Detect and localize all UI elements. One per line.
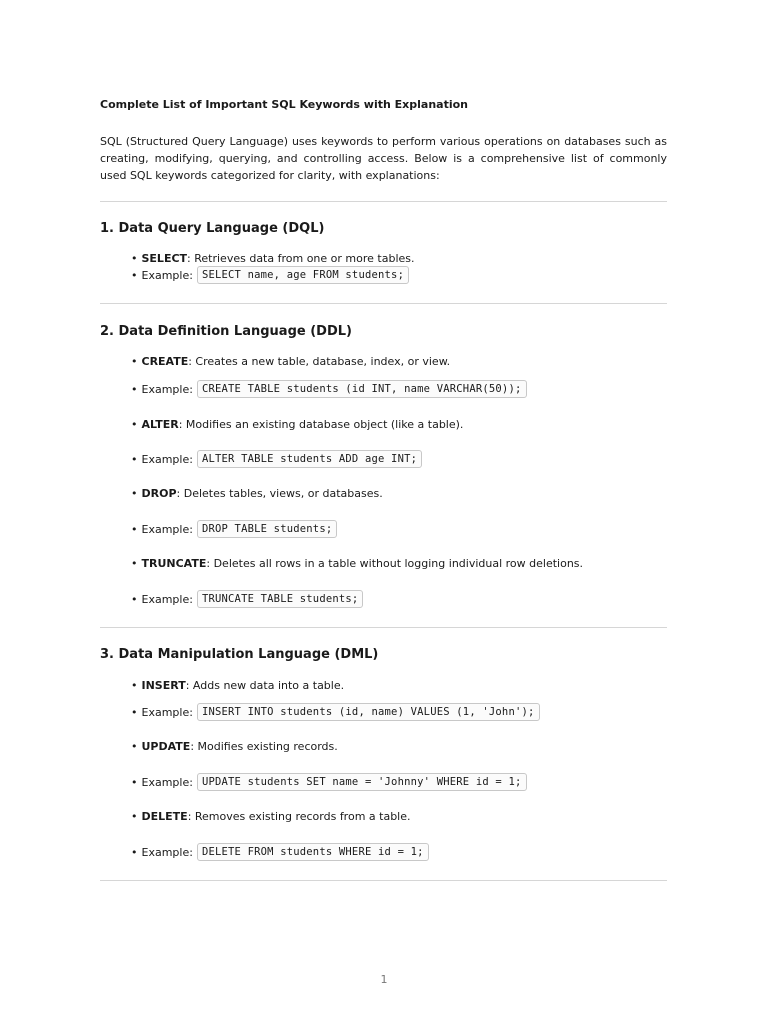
example-select bbox=[131, 266, 409, 284]
example-delete bbox=[131, 843, 429, 861]
bullet: • bbox=[131, 679, 138, 692]
keyword-name: TRUNCATE bbox=[141, 557, 207, 570]
bullet: • bbox=[131, 557, 138, 570]
code-snippet: SELECT name, age FROM students; bbox=[197, 266, 409, 284]
bullet: • bbox=[131, 810, 138, 823]
keyword-name: INSERT bbox=[141, 679, 186, 692]
keyword-item-alter bbox=[131, 418, 463, 431]
section-heading-dml: 3. Data Manipulation Language (DML) bbox=[100, 647, 379, 662]
keyword-description: : Modifies an existing database object (like a table). bbox=[178, 418, 464, 431]
example-update bbox=[131, 773, 527, 791]
example-insert bbox=[131, 703, 540, 721]
example-label: Example: bbox=[141, 522, 193, 536]
keyword-item-drop bbox=[131, 487, 383, 500]
example-label: Example: bbox=[141, 382, 193, 396]
example-label: Example: bbox=[141, 705, 193, 719]
keyword-name: DELETE bbox=[141, 810, 188, 823]
document-title: Complete List of Important SQL Keywords with Explanation bbox=[100, 98, 469, 111]
example-drop bbox=[131, 520, 337, 538]
bullet: • bbox=[131, 487, 138, 500]
keyword-description: : Modifies existing records. bbox=[190, 740, 338, 753]
example-label: Example: bbox=[141, 592, 193, 606]
keyword-item-delete bbox=[131, 810, 411, 823]
bullet: • bbox=[131, 845, 138, 859]
bullet: • bbox=[131, 522, 138, 536]
keyword-description: : Deletes all rows in a table without logging individual row deletions. bbox=[206, 557, 584, 570]
keyword-description: : Creates a new table, database, index, or view. bbox=[188, 355, 451, 368]
keyword-item-truncate bbox=[131, 557, 583, 570]
keyword-description: : Adds new data into a table. bbox=[185, 679, 345, 692]
example-label: Example: bbox=[141, 268, 193, 282]
divider bbox=[100, 627, 667, 628]
keyword-item-update bbox=[131, 740, 338, 753]
keyword-name: DROP bbox=[141, 487, 177, 500]
code-snippet: UPDATE students SET name = 'Johnny' WHERE id = 1; bbox=[197, 773, 527, 791]
bullet: • bbox=[131, 382, 138, 396]
keyword-name: ALTER bbox=[141, 418, 179, 431]
bullet: • bbox=[131, 418, 138, 431]
example-label: Example: bbox=[141, 775, 193, 789]
code-snippet: DROP TABLE students; bbox=[197, 520, 337, 538]
code-snippet: INSERT INTO students (id, name) VALUES (1, 'John'); bbox=[197, 703, 540, 721]
intro-paragraph: SQL (Structured Query Language) uses keywords to perform various operations on databases such as creating, modifying, querying, and controlling access. Below is a comprehensive list of commonly used SQL keywords categorized for clarity, with explanations: bbox=[100, 135, 667, 182]
divider bbox=[100, 201, 667, 202]
bullet: • bbox=[131, 355, 138, 368]
keyword-item-create bbox=[131, 355, 450, 368]
section-heading-ddl: 2. Data Definition Language (DDL) bbox=[100, 324, 352, 339]
bullet: • bbox=[131, 452, 138, 466]
keyword-description: : Removes existing records from a table. bbox=[187, 810, 411, 823]
bullet: • bbox=[131, 705, 138, 719]
keyword-name: UPDATE bbox=[141, 740, 191, 753]
keyword-description: : Deletes tables, views, or databases. bbox=[176, 487, 383, 500]
code-snippet: DELETE FROM students WHERE id = 1; bbox=[197, 843, 429, 861]
page-number: 1 bbox=[380, 973, 388, 986]
bullet: • bbox=[131, 268, 138, 282]
bullet: • bbox=[131, 592, 138, 606]
divider bbox=[100, 880, 667, 881]
keyword-description: : Retrieves data from one or more tables. bbox=[187, 252, 415, 265]
bullet: • bbox=[131, 252, 138, 265]
section-heading-dql: 1. Data Query Language (DQL) bbox=[100, 221, 325, 236]
example-alter bbox=[131, 450, 422, 468]
example-truncate bbox=[131, 590, 363, 608]
keyword-name: SELECT bbox=[141, 252, 188, 265]
code-snippet: CREATE TABLE students (id INT, name VARCHAR(50)); bbox=[197, 380, 527, 398]
divider bbox=[100, 303, 667, 304]
example-create bbox=[131, 380, 527, 398]
example-label: Example: bbox=[141, 845, 193, 859]
keyword-item-select bbox=[131, 252, 415, 265]
bullet: • bbox=[131, 775, 138, 789]
bullet: • bbox=[131, 740, 138, 753]
code-snippet: TRUNCATE TABLE students; bbox=[197, 590, 364, 608]
code-snippet: ALTER TABLE students ADD age INT; bbox=[197, 450, 422, 468]
keyword-item-insert bbox=[131, 679, 344, 692]
keyword-name: CREATE bbox=[141, 355, 189, 368]
example-label: Example: bbox=[141, 452, 193, 466]
